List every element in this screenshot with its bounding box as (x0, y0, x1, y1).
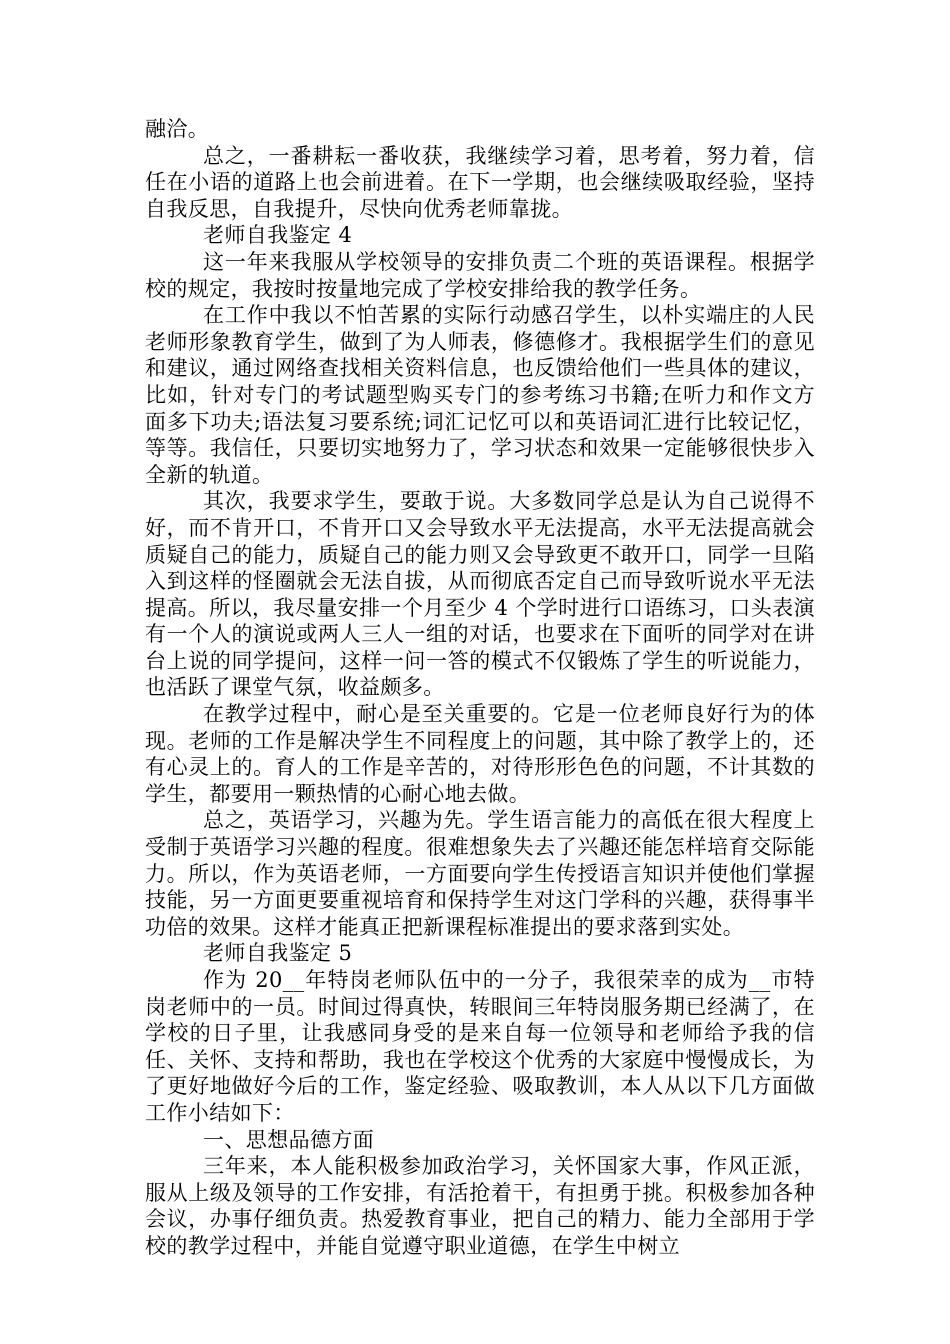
section-heading-5: 老师自我鉴定 5 (203, 941, 353, 966)
section-heading-4: 老师自我鉴定 4 (203, 223, 353, 248)
paragraph-english-course: 这一年来我服从学校领导的安排负责二个班的英语课程。根据学校的规定，我按时按量地完成了学校安排给我的教学任务。 (145, 249, 815, 301)
paragraph-continuation: 融洽。 (145, 117, 210, 141)
document-body (145, 116, 815, 1260)
paragraph-interest: 总之，英语学习，兴趣为先。学生语言能力的高低在很大程度上受制于英语学习兴趣的程度。很难想象失去了兴趣还能怎样培育交际能力。所以，作为英语老师，一方面要向学生传授语言知识并使他们掌握技能，另一方面更要重视培育和保持学生对这门学科的兴趣，获得事半功倍的效果。这样才能真正把新课程标准提出的要求落到实处。 (145, 808, 815, 939)
subheading-ideology: 一、思想品德方面 (203, 1127, 375, 1152)
paragraph-summary-1: 总之，一番耕耘一番收获，我继续学习着，思考着，努力着，信任在小语的道路上也会前进着。在下一学期，也会继续吸取经验，坚持自我反思，自我提升，尽快向优秀老师靠拢。 (145, 143, 815, 221)
paragraph-work-attitude: 在工作中我以不怕苦累的实际行动感召学生，以朴实端庄的人民老师形象教育学生，做到了为人师表，修德修才。我根据学生们的意见和建议，通过网络查找相关资料信息，也反馈给他们一些具体的建议，比如，针对专门的考试题型购买专门的参考练习书籍;在听力和作文方面多下功夫;语法复习要系统;词汇记忆可以和英语词汇进行比较记忆，等等。我信任，只要切实地努力了，学习状态和效果一定能够很快步入全新的轨道。 (145, 303, 815, 487)
paragraph-patience: 在教学过程中，耐心是至关重要的。它是一位老师良好行为的体现。老师的工作是解决学生不同程度上的问题，其中除了教学上的，还有心灵上的。育人的工作是辛苦的，对待形形色色的问题，不计其数的学生，都要用一颗热情的心耐心地去做。 (145, 702, 815, 806)
paragraph-special-post: 作为 20__年特岗老师队伍中的一分子，我很荣幸的成为__市特岗老师中的一员。时间过得真快，转眼间三年特岗服务期已经满了，在学校的日子里，让我感同身受的是来自每一位领导和老师给予我的信任、关怀、支持和帮助，我也在学校这个优秀的大家庭中慢慢成长，为了更好地做好今后的工作，鉴定经验、吸取教训，本人从以下几方面做工作小结如下： (145, 968, 815, 1125)
paragraph-three-years: 三年来，本人能积极参加政治学习，关怀国家大事，作风正派，服从上级及领导的工作安排，有活抢着干，有担勇于挑。积极参加各种会议，办事仔细负责。热爱教育事业，把自己的精力、能力全部用于学校的教学过程中，并能自觉遵守职业道德，在学生中树立 (145, 1154, 815, 1258)
paragraph-speaking: 其次，我要求学生，要敢于说。大多数同学总是认为自己说得不好，而不肯开口，不肯开口又会导致水平无法提高，水平无法提高就会质疑自己的能力，质疑自己的能力则又会导致更不敢开口，同学一旦陷入到这样的怪圈就会无法自拔，从而彻底否定自己而导致听说水平无法提高。所以，我尽量安排一个月至少 4 个学时进行口语练习，口头表演有一个人的演说或两人三人一组的对话，也要求在下面听的同学对在讲台上说的同学提问，这样一问一答的模式不仅锻炼了学生的听说能力，也活跃了课堂气氛，收益颇多。 (145, 489, 815, 700)
